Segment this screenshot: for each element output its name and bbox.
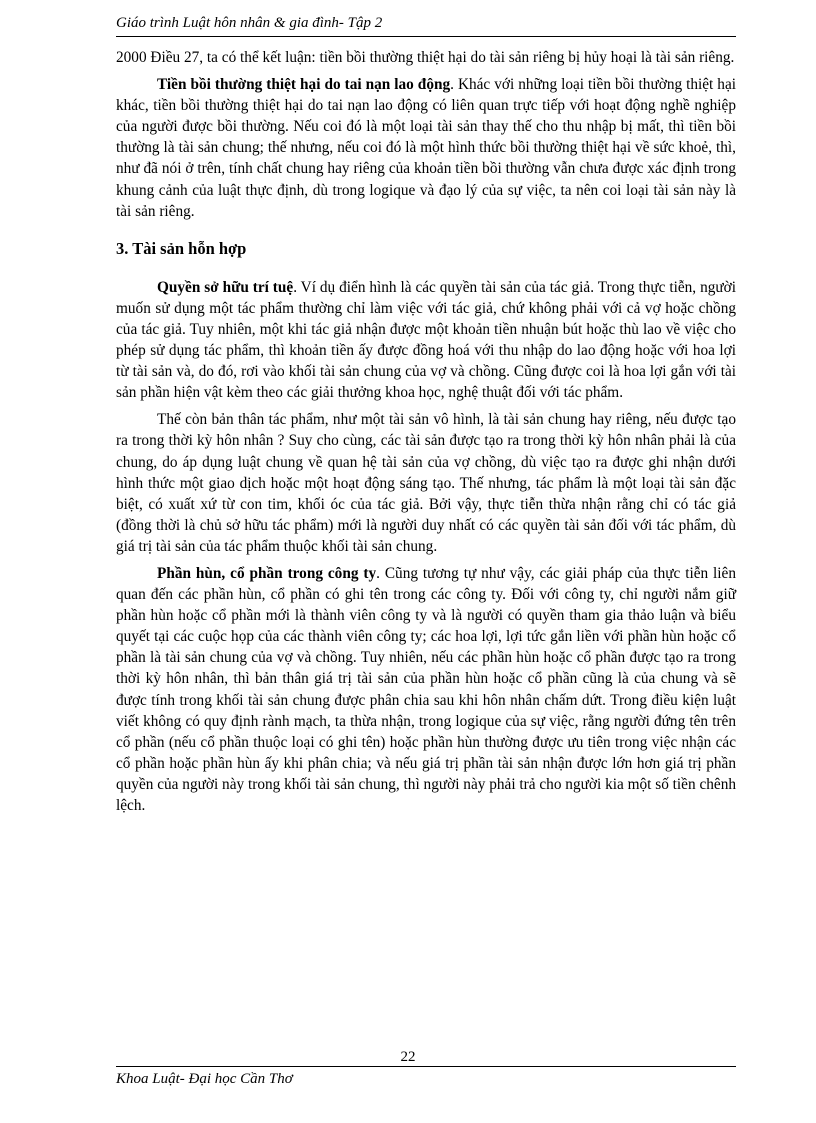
paragraph-lead-term: Phần hùn, cổ phần trong công ty xyxy=(157,564,377,582)
paragraph-text: . Ví dụ điển hình là các quyền tài sản của tác giả. Trong thực tiễn, người muốn sử dụng một tác phẩm thường chỉ làm việc với tác giả, chứ không phải với cả vợ hoặc chồng của tác giả. Tuy nhiên, một khi tác giả nhận được một khoản tiền nhuận bút hoặc thù lao về việc cho phép sử dụng tác phẩm, thì khoản tiền ấy được đồng hoá với thu nhập do lao động hoặc với hoa lợi từ tài sản và, do đó, rơi vào khối tài sản chung của vợ và chồng. Cũng được coi là hoa lợi gắn với tài sản phần hiện vật kèm theo các giải thưởng khoa học, nghệ thuật đối với tác phẩm. xyxy=(116,278,736,402)
paragraph-work-accident-compensation xyxy=(116,74,736,222)
paragraph-work-itself: Thế còn bản thân tác phẩm, như một tài sản vô hình, là tài sản chung hay riêng, nếu được tạo ra trong thời kỳ hôn nhân ? Suy cho cùng, các tài sản được tạo ra trong thời kỳ hôn nhân phải là của chung, do áp dụng luật chung về quan hệ tài sản của vợ chồng, dù việc tạo ra được ghi nhận dưới hình thức một giao dịch hoặc một hoạt động sáng tạo. Thế nhưng, tác phẩm là một loại tài sản đặc biệt, có xuất xứ từ con tim, khối óc của tác giả. Bởi vậy, thực tiễn thừa nhận rằng chỉ có tác giả (đồng thời là chủ sở hữu tác phẩm) mới là người duy nhất có các quyền tài sản đối với tác phẩm, dù giá trị tài sản của tác phẩm thuộc khối tài sản chung. xyxy=(116,411,736,555)
paragraph-lead-term: Quyền sở hữu trí tuệ xyxy=(157,278,294,296)
section-heading: 3. Tài sản hỗn hợp xyxy=(116,238,247,258)
footer-text: Khoa Luật- Đại học Cần Thơ xyxy=(116,1071,293,1087)
header-title: Giáo trình Luật hôn nhân & gia đình- Tập 2 xyxy=(116,15,383,31)
page-number: 22 xyxy=(400,1049,416,1065)
paragraph-lead-term: Tiền bồi thường thiệt hại do tai nạn lao động xyxy=(157,76,451,94)
page-header xyxy=(116,13,736,37)
paragraph-company-shares xyxy=(116,563,736,816)
page-footer xyxy=(116,1066,736,1089)
paragraph: 2000 Điều 27, ta có thể kết luận: tiền bồi thường thiệt hại do tài sản riêng bị hủy hoại là tài sản riêng. xyxy=(116,49,735,66)
paragraph-text: . Khác với những loại tiền bồi thường thiệt hại khác, tiền bồi thường thiệt hại do tai nạn lao động có liên quan trực tiếp với hoạt động nghề nghiệp của người được bồi thường. Nếu coi đó là một loại tài sản thay thế cho thu nhập bị mất, thì tiền bồi thường là tài sản chung; thế nhưng, nếu coi đó là một hình thức bồi thường thiệt hại về sức khoẻ, thì, như đã nói ở trên, tính chất chung hay riêng của khoản tiền bồi thường vẫn chưa được xác định trong khung cảnh của luật thực định, dù trong logique và đạo lý của sự việc, ta nên coi loại tài sản này là tài sản riêng. xyxy=(116,76,736,220)
paragraph-intellectual-property xyxy=(116,277,736,404)
paragraph-text: . Cũng tương tự như vậy, các giải pháp của thực tiễn liên quan đến các phần hùn, cổ phần có ghi tên trong các công ty. Đối với công ty, chỉ người nắm giữ phần hùn hoặc cổ phần mới là thành viên công ty và là người có quyền tham gia thảo luận và biểu quyết tại các cuộc họp của các thành viên công ty; các hoa lợi, lợi tức gắn liền với phần hùn hoặc cổ phần là tài sản chung của vợ và chồng. Tuy nhiên, nếu các phần hùn hoặc cổ phần được tạo ra trong thời kỳ hôn nhân, thì bản thân giá trị tài sản của phần hùn hoặc cổ phần cũng là của chung và sẽ được tính trong khối tài sản chung được phân chia sau khi hôn nhân chấm dứt. Trong điều kiện luật viết không có quy định rành mạch, ta thừa nhận, trong logique của sự việc, rằng người đứng tên trên cổ phần (nếu cổ phần thuộc loại có ghi tên) hoặc phần hùn thường được ưu tiên trong việc nhận các cổ phần hoặc phần hùn ấy khi phân chia; và nếu giá trị phần tài sản nhận được lớn hơn giá trị phần quyền của người này trong khối tài sản chung, thì người này phải trả cho người kia một số tiền chênh lệch. xyxy=(116,564,736,814)
document-body xyxy=(116,47,736,822)
